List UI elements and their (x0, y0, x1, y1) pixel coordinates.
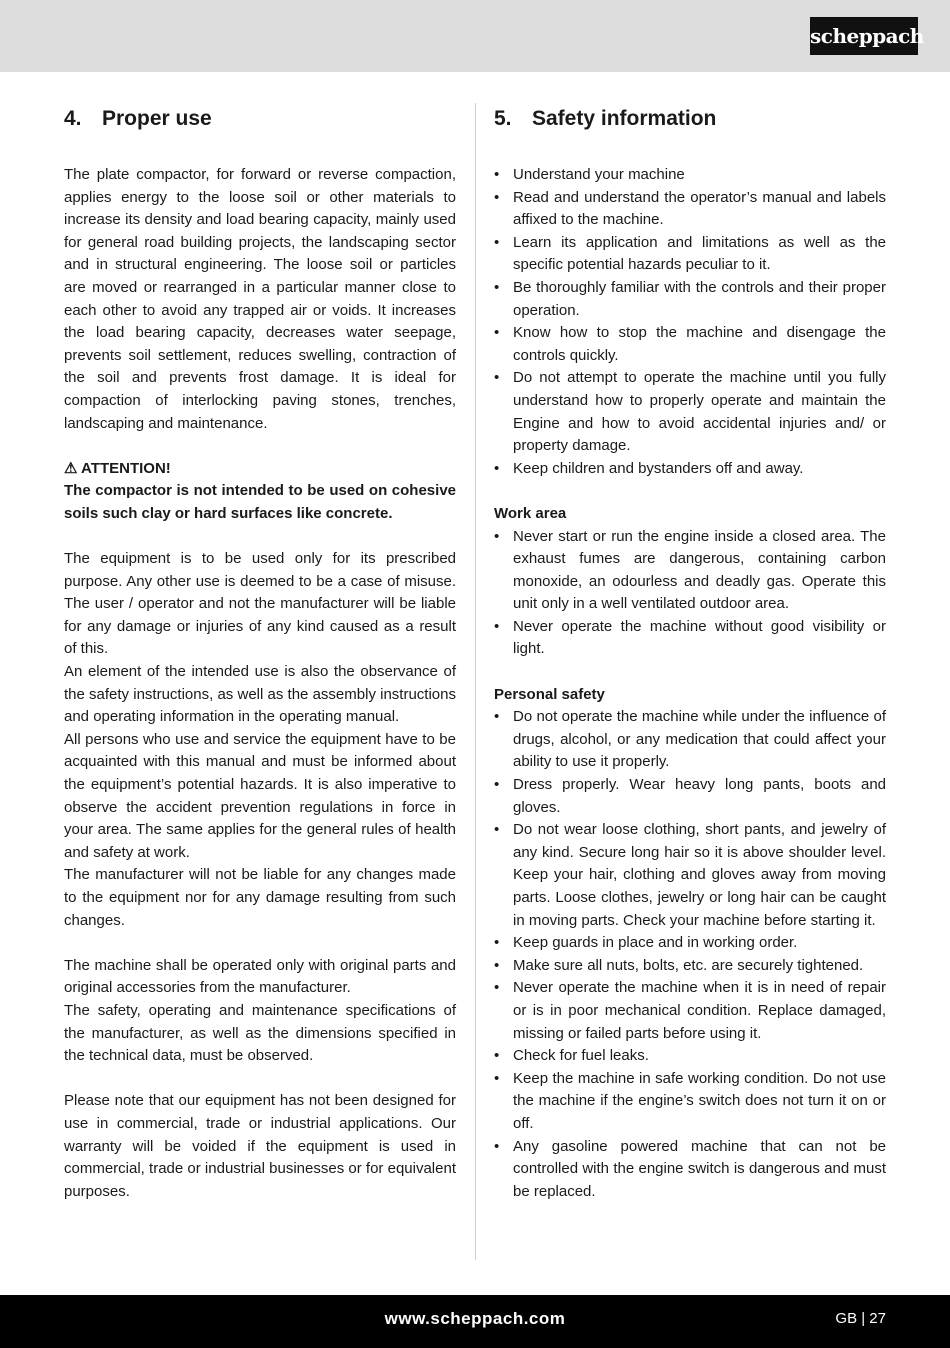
paragraph: The safety, operating and maintenance specifications of the manufacturer, as well as the dimensions specified in the technical data, must be observed. (64, 1001, 456, 1065)
list-item: • Do not attempt to operate the machine until you fully understand how to properly operate and maintain the Engine and how to avoid accidental injuries and/ or property damage. (494, 367, 886, 457)
list-item: • Dress properly. Wear heavy long pants, boots and gloves. (494, 774, 886, 819)
list-item: • Never start or run the engine inside a closed area. The exhaust fumes are dangerous, containing carbon monoxide, an odourless and deadly gas. Operate this unit only in a well ventilated outdoor area. (494, 526, 886, 616)
list-item: • Check for fuel leaks. (494, 1045, 886, 1068)
paragraph: The machine shall be operated only with original parts and original accessories from the manufacturer. (64, 956, 456, 997)
personal-safety-list (494, 706, 886, 1203)
paragraph: An element of the intended use is also the observance of the safety instructions, as well as the assembly instructions and operating information in the operating manual. (64, 663, 456, 726)
website-url: www.scheppach.com (384, 1309, 566, 1328)
page-number: GB | 27 (835, 1310, 886, 1327)
list-item: • Learn its application and limitations as well as the specific potential hazards peculiar to it. (494, 232, 886, 277)
column-divider (475, 103, 476, 1260)
safety-information-section (494, 106, 886, 1203)
list-item: • Never operate the machine without good visibility or light. (494, 616, 886, 661)
section-title: Safety information (532, 107, 717, 130)
section-number: 5. (494, 107, 512, 130)
list-item: • Make sure all nuts, bolts, etc. are securely tightened. (494, 955, 886, 978)
list-item: • Keep the machine in safe working condition. Do not use the machine if the engine’s switch does not turn it on or off. (494, 1068, 886, 1136)
list-item: • Know how to stop the machine and disengage the controls quickly. (494, 322, 886, 367)
general-safety-list (494, 164, 886, 480)
section-heading (494, 106, 886, 132)
list-item: • Any gasoline powered machine that can not be controlled with the engine switch is dangerous and must be replaced. (494, 1136, 886, 1204)
list-item: • Understand your machine (494, 164, 886, 187)
subheading-personal-safety: Personal safety (494, 685, 605, 703)
paragraph: The equipment is to be used only for its prescribed purpose. Any other use is deemed to be a case of misuse. The user / operator and not the manufacturer will be liable for any damage or injuries of any kind caused as a result of this. (64, 550, 456, 658)
list-item: • Read and understand the operator’s manual and labels affixed to the machine. (494, 187, 886, 232)
list-item: • Keep guards in place and in working order. (494, 932, 886, 955)
paragraph: Please note that our equipment has not been designed for use in commercial, trade or industrial applications. Our warranty will be voided if the equipment is used in commercial, trade or industrial businesses or for equivalent purposes. (64, 1092, 456, 1200)
attention-heading: ⚠ ATTENTION! (64, 459, 171, 477)
paragraph: The manufacturer will not be liable for any changes made to the equipment nor for any damage resulting from such changes. (64, 866, 456, 929)
section-heading (64, 106, 456, 132)
list-item: • Do not operate the machine while under the influence of drugs, alcohol, or any medication that could affect your ability to use it properly. (494, 706, 886, 774)
list-item: • Keep children and bystanders off and away. (494, 458, 886, 481)
section-number: 4. (64, 107, 82, 130)
section-title: Proper use (102, 107, 212, 130)
attention-text: The compactor is not intended to be used on cohesive soils such clay or hard surfaces like concrete. (64, 482, 456, 522)
paragraph: All persons who use and service the equipment have to be acquainted with this manual and must be informed about the equipment’s potential hazards. It is also imperative to observe the accident prevention regulations in force in your area. The same applies for the general rules of health and safety at work. (64, 730, 456, 861)
list-item: • Never operate the machine when it is in need of repair or is in poor mechanical condition. Replace damaged, missing or failed parts before using it. (494, 977, 886, 1045)
proper-use-section (64, 106, 456, 1203)
subheading-work-area: Work area (494, 504, 567, 522)
list-item: • Be thoroughly familiar with the controls and their proper operation. (494, 277, 886, 322)
brand-logo: scheppach (810, 17, 918, 55)
paragraph: The plate compactor, for forward or reverse compaction, applies energy to the loose soil or other materials to increase its density and load bearing capacity, mainly used for general road building projects, the landscaping sector and in structural engineering. The loose soil or particles are moved or rearranged in a particular manner close to each other to avoid any trapped air or voids. It increases the load bearing capacity, decreases water seepage, prevents soil settlement, reduces swelling, contraction of the soil and prevents frost damage. It is ideal for compaction of interlocking paving stones, trenches, landscaping and maintenance. (64, 166, 456, 432)
list-item: • Do not wear loose clothing, short pants, and jewelry of any kind. Secure long hair so it is above shoulder level. Keep your hair, clothing and gloves away from moving parts. Loose clothes, jewelry or long hair can be caught in moving parts. Check your machine before starting it. (494, 819, 886, 932)
header-bar (0, 0, 950, 72)
work-area-list (494, 526, 886, 662)
footer-bar (0, 1295, 950, 1348)
